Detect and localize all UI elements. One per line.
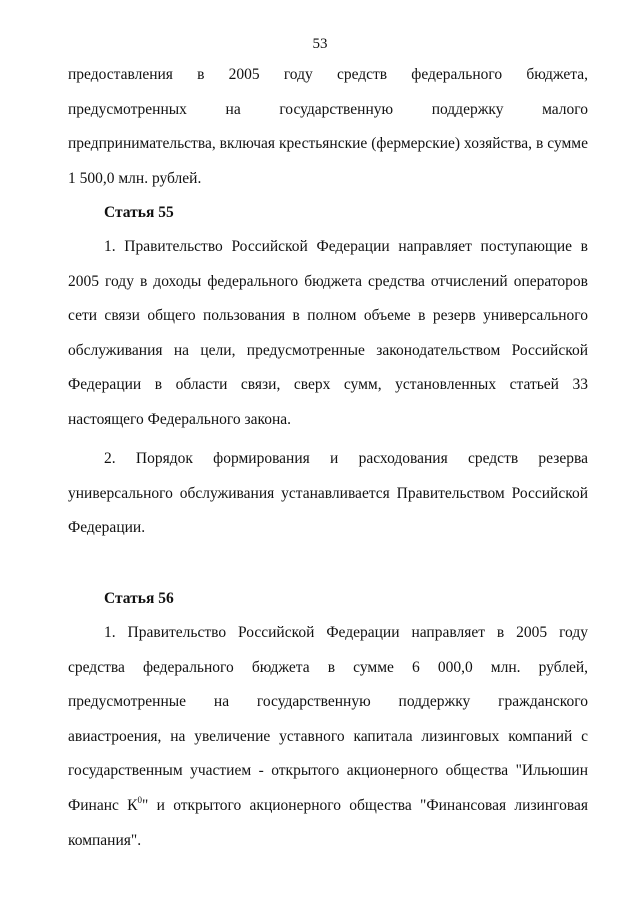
article-56-paragraph-1-main: 1. Правительство Российской Федерации направляет в 2005 году средства федерального бюджета в сумме 6 000,0 млн. рублей, предусмотренные на государственную поддержку гражданского авиастроения, на увеличение уставного капитала лизинговых компаний с государственным участием - открытого акционерного общества "Ильюшин Финанс К <box>68 624 588 814</box>
article-55-paragraph-2: 2. Порядок формирования и расходования средств резерва универсального обслуживания устанавливается Правительством Российской Федерации. <box>68 450 588 537</box>
article-56-paragraph-1-tail: " и открытого акционерного общества "Финансовая лизинговая компания". <box>68 796 588 849</box>
page-number: 53 <box>312 36 328 52</box>
article-55-heading: Статья 55 <box>104 204 174 221</box>
article-56-heading: Статья 56 <box>104 590 174 607</box>
intro-paragraph: предоставления в 2005 году средств федерального бюджета, предусмотренных на государственную поддержку малого предпринимательства, включая крестьянские (фермерские) хозяйства, в сумме 1 500,0 млн. рублей. <box>68 66 588 187</box>
article-55-paragraph-1: 1. Правительство Российской Федерации направляет поступающие в 2005 году в доходы федерального бюджета средства отчислений операторов сети связи общего пользования в полном объеме в резерв универсального обслуживания на цели, предусмотренные законодательством Российской Федерации в области связи, сверх сумм, установленных статьей 33 настоящего Федерального закона. <box>68 238 588 428</box>
article-56-paragraph-1 <box>68 616 588 858</box>
superscript-zero: 0 <box>137 794 143 805</box>
